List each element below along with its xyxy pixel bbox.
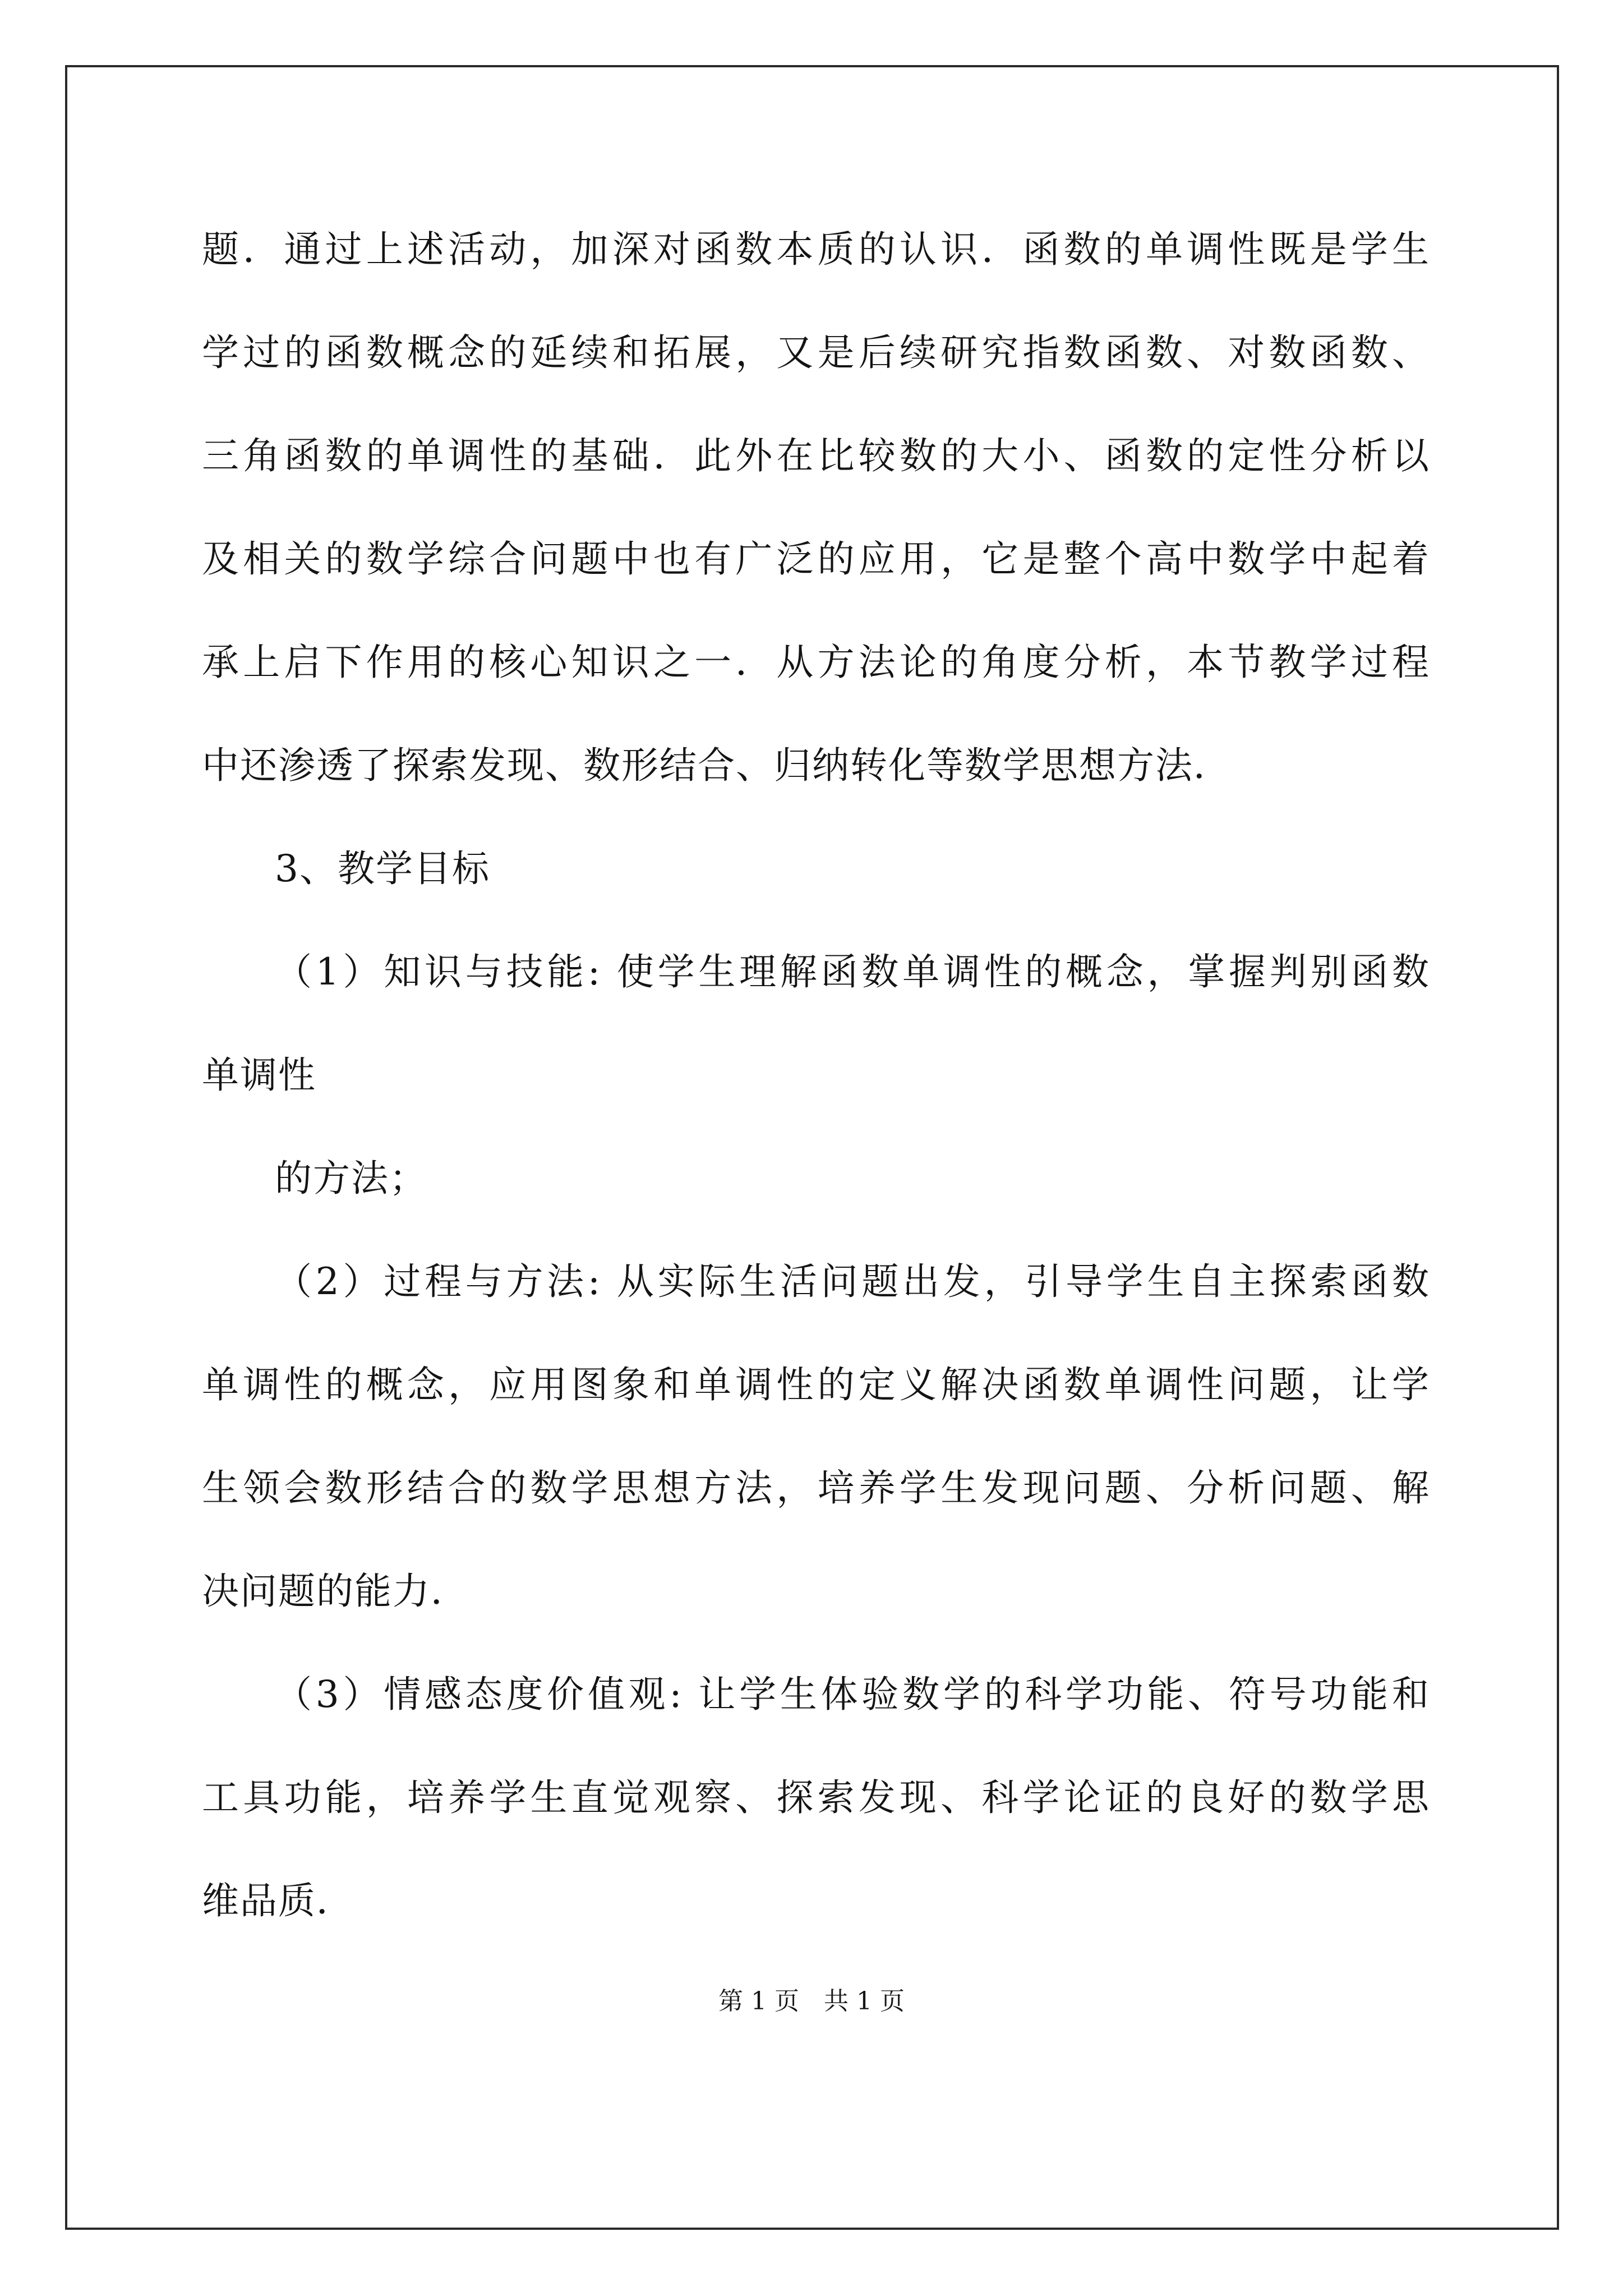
objective-attitude: （3）情感态度价值观: 让学生体验数学的科学功能、符号功能和 <box>275 1673 1430 1716</box>
text-line: 三角函数的单调性的基础．此外在比较数的大小、函数的定性分析以 <box>202 434 1430 477</box>
objective-process: （2）过程与方法: 从实际生活问题出发，引导学生自主探索函数 <box>275 1260 1430 1303</box>
text-line: 维品质． <box>202 1879 354 1922</box>
text-line: 中还渗透了探索发现、数形结合、归纳转化等数学思想方法． <box>202 744 1232 787</box>
text-line: 学过的函数概念的延续和拓展，又是后续研究指数函数、对数函数、 <box>202 331 1430 374</box>
text-line: 承上启下作用的核心知识之一．从方法论的角度分析，本节教学过程 <box>202 641 1430 684</box>
text-line: 单调性 <box>202 1053 316 1097</box>
text-line: 的方法； <box>275 1157 427 1200</box>
text-line: 工具功能，培养学生直觉观察、探索发现、科学论证的良好的数学思 <box>202 1776 1430 1819</box>
page-number: 第 1 页 共 1 页 <box>718 1987 905 2016</box>
text-line: 决问题的能力． <box>202 1570 469 1613</box>
text-line: 题．通过上述活动，加深对函数本质的认识．函数的单调性既是学生 <box>202 228 1430 271</box>
objective-knowledge: （1）知识与技能: 使学生理解函数单调性的概念，掌握判别函数 <box>275 950 1430 993</box>
text-line: 单调性的概念，应用图象和单调性的定义解决函数单调性问题，让学 <box>202 1363 1430 1406</box>
text-line: 生领会数形结合的数学思想方法，培养学生发现问题、分析问题、解 <box>202 1466 1430 1510</box>
text-line: 及相关的数学综合问题中也有广泛的应用，它是整个高中数学中起着 <box>202 537 1430 581</box>
section-heading: 3、教学目标 <box>275 847 490 890</box>
